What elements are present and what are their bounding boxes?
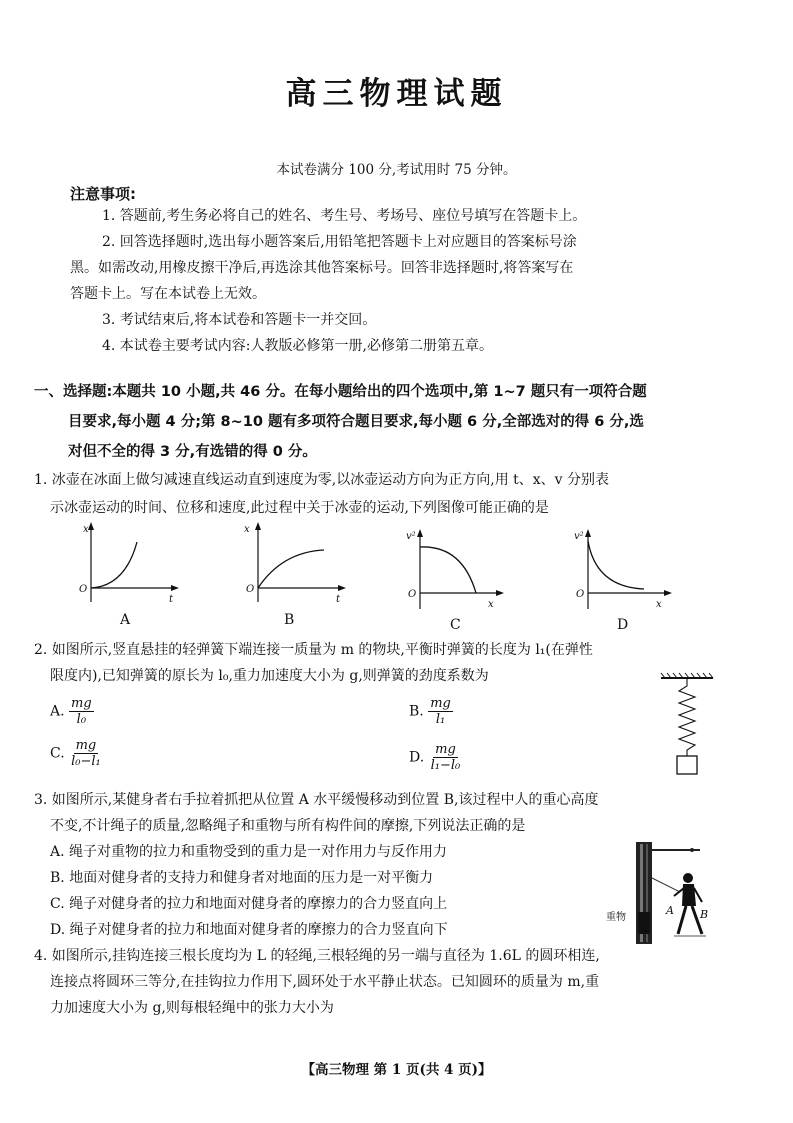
q3-option-a[interactable]: A. 绳子对重物的拉力和重物受到的重力是一对作用力与反作用力 [50, 844, 448, 860]
notice-heading: 注意事项: [70, 185, 136, 203]
fraction [69, 696, 94, 727]
numerator: mg [75, 738, 97, 753]
graph-c-origin: O [408, 589, 417, 600]
question-4-text: 4. 如图所示,挂钩连接三根长度均为 L 的轻绳,三根轻绳的另一端与直径为 1.6L 的圆环相连, [34, 948, 600, 964]
weight-label: 重物 [606, 912, 626, 923]
question-2-text: 2. 如图所示,竖直悬挂的轻弹簧下端连接一质量为 m 的物块,平衡时弹簧的长度为 l₁(在弹性 [34, 642, 593, 658]
q2-option-b[interactable] [409, 696, 453, 727]
question-4-text: 连接点将圆环三等分,在挂钩拉力作用下,圆环处于水平静止状态。已知圆环的质量为 m,重 [50, 974, 600, 990]
question-4-text: 力加速度大小为 g,则每根轻绳中的张力大小为 [50, 1000, 334, 1016]
option-label: D. [409, 749, 425, 766]
graph-a-xlabel: t [169, 594, 174, 605]
denominator: l₀−l₁ [71, 754, 101, 769]
q3-option-b[interactable]: B. 地面对健身者的支持力和健身者对地面的压力是一对平衡力 [50, 870, 434, 886]
notice-line: 答题卡上。写在本试卷上无效。 [70, 286, 266, 302]
graph-a-caption: A [120, 612, 131, 628]
graph-d [572, 527, 682, 619]
notice-line: 3. 考试结束后,将本试卷和答题卡一并交回。 [102, 312, 377, 328]
position-a-label: A [666, 904, 674, 917]
graph-a-ylabel: x [83, 524, 89, 535]
graph-c [404, 527, 514, 619]
q2-option-d[interactable] [409, 742, 462, 773]
notice-line: 4. 本试卷主要考试内容:人教版必修第一册,必修第二册第五章。 [102, 338, 493, 354]
graph-d-xlabel: x [656, 599, 662, 610]
graph-c-caption: C [450, 617, 461, 633]
q3-option-d[interactable]: D. 绳子对健身者的拉力和地面对健身者的摩擦力的合力竖直向下 [50, 922, 448, 938]
page-footer: 【高三物理 第 1 页(共 4 页)】 [301, 1062, 492, 1078]
question-2-text: 限度内),已知弹簧的原长为 l₀,重力加速度大小为 g,则弹簧的劲度系数为 [50, 668, 489, 684]
graph-b [242, 520, 352, 612]
notice-line: 2. 回答选择题时,选出每小题答案后,用铅笔把答题卡上对应题目的答案标号涂 [102, 234, 577, 250]
gym-figure [602, 840, 712, 946]
position-b-label: B [700, 908, 709, 921]
page-title: 高三物理试题 [285, 76, 508, 112]
section-instruction: 一、选择题:本题共 10 小题,共 46 分。在每小题给出的四个选项中,第 1~7 题只有一项符合题 [34, 384, 647, 400]
denominator: l₀ [76, 712, 87, 727]
denominator: l₁ [435, 712, 446, 727]
option-label: C. [50, 745, 65, 762]
question-3-text: 3. 如图所示,某健身者右手拉着抓把从位置 A 水平缓慢移动到位置 B,该过程中人的重心高度 [34, 792, 599, 808]
graph-b-ylabel: x [244, 524, 250, 535]
exam-info: 本试卷满分 100 分,考试用时 75 分钟。 [276, 162, 517, 178]
graph-c-ylabel: v² [406, 531, 416, 542]
q3-option-c[interactable]: C. 绳子对健身者的拉力和地面对健身者的摩擦力的合力竖直向上 [50, 896, 448, 912]
numerator: mg [435, 742, 456, 757]
q2-option-a[interactable] [50, 696, 94, 727]
denominator: l₁−l₀ [430, 758, 461, 773]
graph-c-xlabel: x [488, 599, 494, 610]
question-1-text: 示冰壶运动的时间、位移和速度,此过程中关于冰壶的运动,下列图像可能正确的是 [50, 500, 549, 516]
graph-b-xlabel: t [336, 594, 341, 605]
notice-line: 黑。如需改动,用橡皮擦干净后,再选涂其他答案标号。回答非选择题时,将答案写在 [70, 260, 574, 276]
graph-d-origin: O [576, 589, 585, 600]
numerator: mg [430, 696, 451, 711]
fraction [429, 742, 463, 773]
numerator: mg [71, 696, 92, 711]
graph-d-caption: D [617, 617, 629, 633]
graph-b-origin: O [246, 584, 255, 595]
fraction [428, 696, 453, 727]
section-instruction: 对但不全的得 3 分,有选错的得 0 分。 [68, 444, 317, 460]
q2-option-c[interactable] [50, 738, 103, 769]
option-label: A. [50, 703, 65, 720]
graph-b-caption: B [284, 612, 295, 628]
graph-a [75, 520, 185, 612]
fraction [69, 738, 103, 769]
spring-figure [655, 672, 721, 780]
option-label: B. [409, 703, 424, 720]
question-1-text: 1. 冰壶在冰面上做匀减速直线运动直到速度为零,以冰壶运动方向为正方向,用 t、x、v 分别表 [34, 472, 610, 488]
question-3-text: 不变,不计绳子的质量,忽略绳子和重物与所有构件间的摩擦,下列说法正确的是 [50, 818, 526, 834]
graph-d-ylabel: v² [574, 531, 584, 542]
section-instruction: 目要求,每小题 4 分;第 8~10 题有多项符合题目要求,每小题 6 分,全部选对的得 6 分,选 [68, 414, 644, 430]
notice-line: 1. 答题前,考生务必将自己的姓名、考生号、考场号、座位号填写在答题卡上。 [102, 208, 587, 224]
graph-a-origin: O [79, 584, 88, 595]
